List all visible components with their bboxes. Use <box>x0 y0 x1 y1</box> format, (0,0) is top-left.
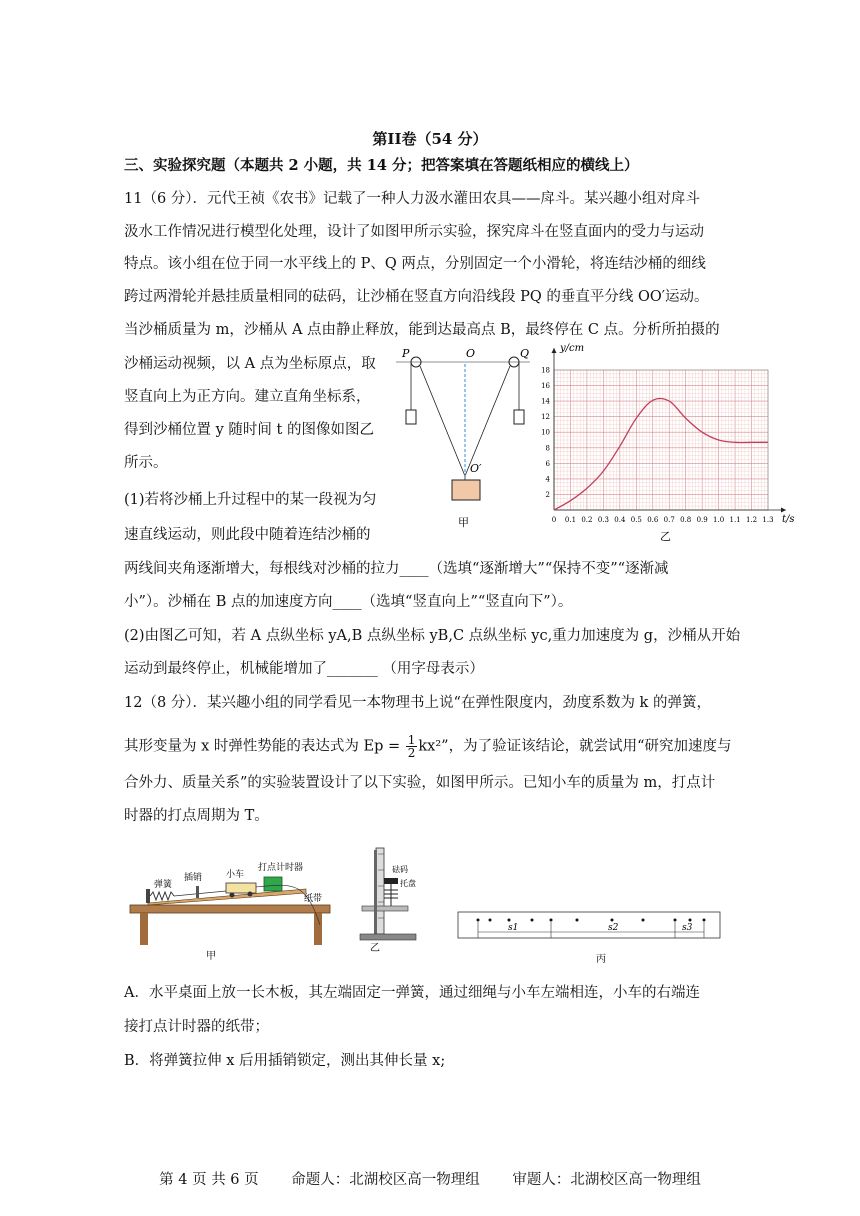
label-P: P <box>402 347 410 360</box>
x-tick-label: 0.3 <box>597 516 609 524</box>
section-title: 第II卷（54 分） <box>372 130 488 148</box>
q12-line-3: 合外力、质量关系”的实验装置设计了以下实验，如图甲所示。已知小车的质量为 m，打点计 <box>124 775 716 791</box>
figure-12-jia-apparatus <box>126 855 338 965</box>
q11-line-11: 速直线运动，则此段中随着连结沙桶的 <box>124 527 371 543</box>
x-tick-label: 1.2 <box>745 516 758 524</box>
label-cart: 小车 <box>226 870 245 880</box>
y-tick-label: 8 <box>545 444 550 453</box>
x-axis-arrow <box>781 508 786 513</box>
q12-line-2b: kx²”，为了验证该结论，就尝试用“研究加速度与 <box>418 738 732 755</box>
y-tick-label: 6 <box>545 459 550 468</box>
section-heading: 三、实验探究题（本题共 2 小题，共 14 分；把答案填在答题纸相应的横线上） <box>124 157 639 174</box>
series-line <box>554 399 768 510</box>
q11-line-5: 当沙桶质量为 m，沙桶从 A 点由静止释放，能到达最高点 B，最终停在 C 点。分析所拍摄的 <box>124 322 720 338</box>
label-timer: 打点计时器 <box>258 863 304 873</box>
q11-line-10: (1)若将沙桶上升过程中的某一段视为匀 <box>124 492 377 508</box>
x-tick-label: 1.1 <box>729 516 741 524</box>
x-tick-label: 1.3 <box>762 516 774 524</box>
x-tick-label: 0 <box>551 516 557 524</box>
q11-line-7: 竖直向上为正方向。建立直角坐标系， <box>124 389 371 405</box>
x-tick-label: 0.2 <box>581 516 593 524</box>
label-tray: 托盘 <box>400 879 416 888</box>
y-tick-label: 2 <box>545 490 550 499</box>
caption-12-yi: 乙 <box>370 943 380 952</box>
q11-line-9: 所示。 <box>124 455 168 471</box>
figure-yi-chart <box>530 340 800 545</box>
x-tick-label: 0.5 <box>630 516 642 524</box>
figure-12-bing-tape <box>456 910 722 968</box>
x-tick-label: 0.4 <box>614 516 626 524</box>
q11-line-15: 运动到最终停止，机械能增加了_______ （用字母表示） <box>124 661 484 677</box>
q11-line-12: 两线间夹角逐渐增大，每根线对沙桶的拉力____（选填“逐渐增大”“保持不变”“逐渐减 <box>124 561 669 577</box>
label-s3: s3 <box>682 923 693 933</box>
q12-step-a-line-1: A．水平桌面上放一长木板，其左端固定一弹簧，通过细绳与小车左端相连，小车的右端连 <box>124 985 700 1001</box>
y-tick-label: 18 <box>541 366 550 375</box>
q11-line-13: 小”）。沙桶在 B 点的加速度方向____（选填“竖直向上”“竖直向下”）。 <box>124 594 573 610</box>
q12-step-a-line-2: 接打点计时器的纸带； <box>124 1019 269 1035</box>
q12-line-2 <box>124 734 732 759</box>
fraction-half: $\frac{1}{2}$ <box>407 733 416 760</box>
y-tick-label: 16 <box>541 382 550 391</box>
q11-line-2: 汲水工作情况进行模型化处理，设计了如图甲所示实验，探究戽斗在竖直面内的受力与运动 <box>124 224 704 240</box>
footer-page: 第 4 页 共 6 页 <box>159 1172 259 1188</box>
y-tick-label: 4 <box>545 475 550 484</box>
x-tick-label: 0.1 <box>564 516 577 524</box>
x-tick-label: 0.8 <box>680 516 692 524</box>
footer-reviewer: 审题人：北湖校区高一物理组 <box>512 1172 701 1188</box>
y-tick-label: 14 <box>541 397 550 406</box>
footer-author: 命题人：北湖校区高一物理组 <box>291 1172 480 1188</box>
x-tick-label: 0.6 <box>647 516 659 524</box>
page-footer <box>0 1168 860 1189</box>
y-axis-arrow <box>552 348 557 353</box>
q12-step-b: B．将弹簧拉伸 x 后用插销锁定，测出其伸长量 x; <box>124 1053 446 1069</box>
chart-ylabel: y/cm <box>560 343 585 354</box>
figure-jia-pulley-setup <box>396 346 532 536</box>
label-O-prime: O′ <box>470 462 482 475</box>
label-Q: Q <box>520 347 530 360</box>
q11-line-14: (2)由图乙可知，若 A 点纵坐标 yA,B 点纵坐标 yB,C 点纵坐标 yc,重力加速度为 g，沙桶从开始 <box>124 628 741 644</box>
x-tick-label: 0.7 <box>663 516 675 524</box>
q12-line-4: 时器的打点周期为 T。 <box>124 808 269 824</box>
q11-line-8: 得到沙桶位置 y 随时间 t 的图像如图乙 <box>124 422 374 438</box>
figure-12-yi-stand <box>348 840 428 952</box>
caption-yi: 乙 <box>660 530 671 543</box>
x-tick-label: 1.0 <box>713 516 725 524</box>
label-spring: 弹簧 <box>154 880 173 890</box>
x-tick-label: 0.9 <box>696 516 708 524</box>
y-tick-label: 10 <box>541 428 550 437</box>
q11-line-1: 11（6 分）．元代王祯《农书》记载了一种人力汲水灌田农具——戽斗。某兴趣小组对戽斗 <box>124 191 701 207</box>
chart-xlabel: t/s <box>782 514 795 525</box>
label-weight: 砝码 <box>392 865 408 874</box>
label-pin: 插销 <box>184 873 203 883</box>
q11-line-6: 沙桶运动视频，以 A 点为坐标原点，取 <box>124 356 376 372</box>
q12-line-2a: 其形变量为 x 时弹性势能的表达式为 Ep = <box>124 738 405 755</box>
q12-line-1: 12（8 分）．某兴趣小组的同学看见一本物理书上说“在弹性限度内，劲度系数为 k 的弹簧， <box>124 695 711 711</box>
label-s2: s2 <box>608 923 619 933</box>
label-tape: 纸带 <box>304 894 323 904</box>
caption-jia: 甲 <box>458 516 469 529</box>
caption-12-bing: 丙 <box>596 954 606 965</box>
q11-line-4: 跨过两滑轮并悬挂质量相同的砝码，让沙桶在竖直方向沿线段 PQ 的垂直平分线 OO′运动。 <box>124 289 709 305</box>
label-O: O <box>466 347 476 360</box>
y-tick-label: 12 <box>541 413 550 422</box>
q11-line-3: 特点。该小组在位于同一水平线上的 P、Q 两点，分别固定一个小滑轮，将连结沙桶的细线 <box>124 256 706 272</box>
caption-12-jia: 甲 <box>206 951 216 962</box>
label-s1: s1 <box>508 923 519 933</box>
